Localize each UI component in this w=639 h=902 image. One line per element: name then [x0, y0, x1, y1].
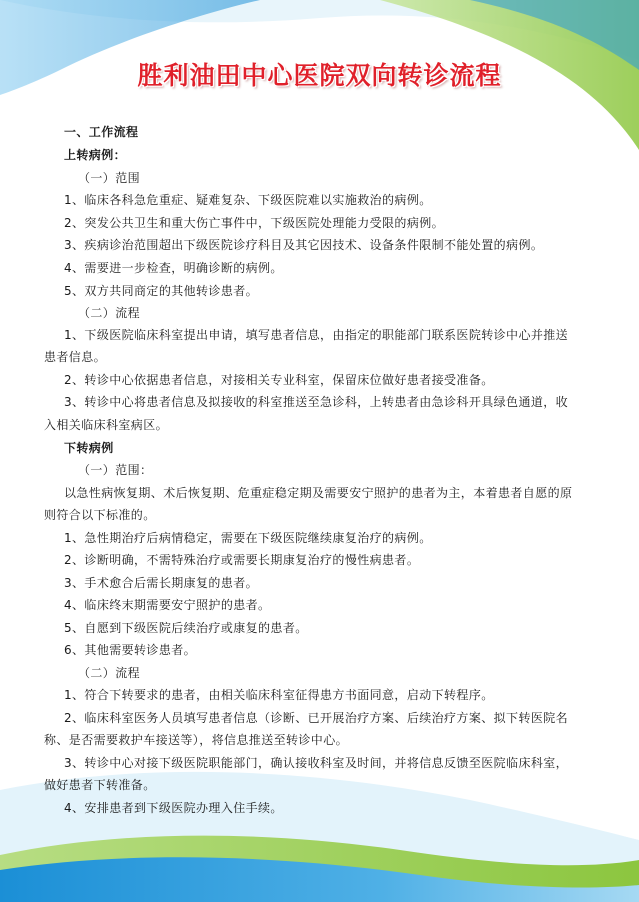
section-heading: 一、工作流程 — [64, 125, 139, 139]
list-item-continued: 称、是否需要救护车接送等），将信息推送至转诊中心。 — [44, 733, 349, 747]
list-item: 2、临床科室医务人员填写患者信息（诊断、已开展治疗方案、后续治疗方案、拟下转医院名 — [64, 711, 569, 725]
list-item: 3、疾病诊治范围超出下级医院诊疗科目及其它因技术、设备条件限制不能处置的病例。 — [64, 238, 544, 252]
list-item: 3、手术愈合后需长期康复的患者。 — [64, 576, 259, 590]
list-item: 1、急性期治疗后病情稳定，需要在下级医院继续康复治疗的病例。 — [64, 531, 432, 545]
list-item-continued: 患者信息。 — [44, 350, 107, 364]
down-scope-heading: （一）范围： — [78, 463, 153, 477]
list-item: 3、转诊中心对接下级医院职能部门，确认接收科室及时间，并将信息反馈至医院临床科室， — [64, 756, 569, 770]
list-item: 5、自愿到下级医院后续治疗或康复的患者。 — [64, 621, 308, 635]
list-item: 4、需要进一步检查，明确诊断的病例。 — [64, 261, 283, 275]
paragraph-line: 以急性病恢复期、术后恢复期、危重症稳定期及需要安宁照护的患者为主，本着患者自愿的原 — [64, 486, 573, 500]
list-item: 2、突发公共卫生和重大伤亡事件中，下级医院处理能力受限的病例。 — [64, 216, 445, 230]
list-item: 3、转诊中心将患者信息及拟接收的科室推送至急诊科，上转患者由急诊科开具绿色通道，收 — [64, 395, 569, 409]
up-scope-heading: （一）范围 — [78, 171, 141, 185]
list-item: 1、临床各科急危重症、疑难复杂、下级医院难以实施救治的病例。 — [64, 193, 432, 207]
list-item: 1、下级医院临床科室提出申请，填写患者信息，由指定的职能部门联系医院转诊中心并推送 — [64, 328, 569, 342]
list-item-continued: 做好患者下转准备。 — [44, 778, 156, 792]
list-item: 4、安排患者到下级医院办理入住手续。 — [64, 801, 283, 815]
page-title: 胜利油田中心医院双向转诊流程 — [137, 61, 502, 90]
list-item: 2、诊断明确，不需特殊治疗或需要长期康复治疗的慢性病患者。 — [64, 553, 420, 567]
down-process-heading: （二）流程 — [78, 666, 141, 680]
up-heading: 上转病例： — [64, 148, 127, 162]
down-heading: 下转病例 — [64, 441, 114, 455]
up-process-heading: （二）流程 — [78, 306, 141, 320]
list-item: 6、其他需要转诊患者。 — [64, 643, 197, 657]
list-item: 5、双方共同商定的其他转诊患者。 — [64, 284, 259, 298]
list-item-continued: 入相关临床科室病区。 — [44, 418, 169, 432]
list-item: 1、符合下转要求的患者，由相关临床科室征得患方书面同意，启动下转程序。 — [64, 688, 494, 702]
list-item: 4、临床终末期需要安宁照护的患者。 — [64, 598, 271, 612]
paragraph-line: 则符合以下标准的。 — [44, 508, 156, 522]
list-item: 2、转诊中心依据患者信息，对接相关专业科室，保留床位做好患者接受准备。 — [64, 373, 494, 387]
